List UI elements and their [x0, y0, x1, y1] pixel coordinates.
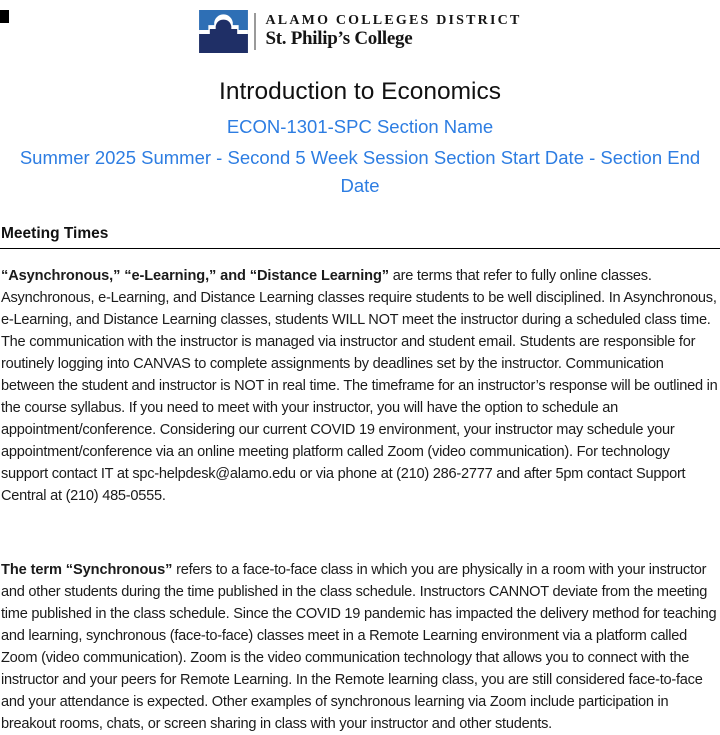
mission-emblem-icon — [199, 10, 248, 53]
college-logo — [0, 10, 720, 53]
page-title: Introduction to Economics — [219, 78, 501, 105]
synchronous-paragraph-lead: The term “Synchronous” — [1, 562, 173, 578]
asynchronous-paragraph-lead: “Asynchronous,” “e-Learning,” and “Distance Learning” — [1, 268, 389, 284]
district-name: ALAMO COLLEGES DISTRICT — [265, 13, 522, 28]
text-caret-artifact — [0, 10, 9, 23]
section-divider — [0, 248, 720, 249]
logo-text — [266, 10, 522, 50]
meeting-times-heading: Meeting Times — [1, 225, 109, 242]
asynchronous-paragraph-body: are terms that refer to fully online classes. Asynchronous, e-Learning, and Distance Learning classes require students to be well disciplined. In Asynchronous, e-Learning, and Distance Learning classes, students WILL NOT meet the instructor during a scheduled class time. The communication with the instructor is managed via instructor and student email. Students are responsible for routinely logging into CANVAS to complete assignments by deadlines set by the instructor. Communication between the student and instructor is NOT in real time. The timeframe for an instructor’s response will be outlined in the course syllabus. If you need to meet with your instructor, you will have the option to schedule an appointment/conference. Considering our current COVID 19 environment, your instructor may schedule your appointment/conference via an online meeting platform called Zoom (video communication). For technology support contact IT at spc-helpdesk@alamo.edu or via phone at (210) 286-2777 and after 5pm contact Support Central at (210) 485-0555. — [1, 268, 718, 504]
course-code-link[interactable]: ECON-1301-SPC Section Name — [226, 116, 494, 137]
asynchronous-paragraph — [0, 265, 720, 507]
term-session-link[interactable]: Summer 2025 Summer - Second 5 Week Session Section Start Date - Section End Date — [19, 147, 701, 196]
college-name: St. Philip’s College — [265, 28, 413, 49]
synchronous-paragraph-body: refers to a face-to-face class in which you are physically in a room with your instructor and other students during the time published in the class schedule. Instructors CANNOT deviate from the meeting time published in the class schedule. Since the COVID 19 pandemic has impacted the delivery method for teaching and learning, synchronous (face-to-face) classes meet in a Remote Learning environment via a platform called Zoom (video communication). Zoom is the video communication technology that allows you to connect with the instructor and your peers for Remote Learning. In the Remote learning class, you are still considered face-to-face and your attendance is expected. Other examples of synchronous learning via Zoom include participation in breakout rooms, chats, or screen sharing in class with your instructor and other students. — [1, 562, 717, 732]
logo-divider — [254, 13, 256, 50]
synchronous-paragraph — [0, 559, 720, 735]
